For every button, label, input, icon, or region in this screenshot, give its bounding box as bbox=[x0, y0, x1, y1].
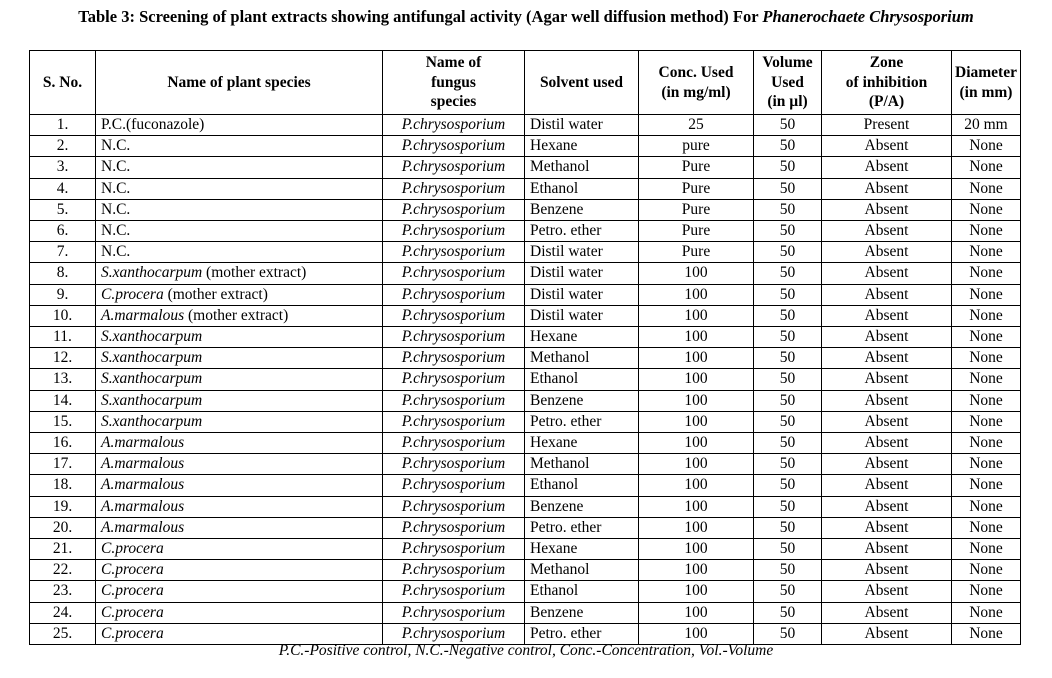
cell-fungus: P.chrysosporium bbox=[383, 454, 525, 475]
cell-diameter: None bbox=[952, 539, 1021, 560]
cell-sno: 8. bbox=[30, 263, 96, 284]
cell-sno: 21. bbox=[30, 539, 96, 560]
cell-volume: 50 bbox=[754, 623, 822, 644]
cell-solvent: Petro. ether bbox=[525, 411, 639, 432]
plant-name-italic: C.procera bbox=[101, 582, 164, 600]
cell-solvent: Ethanol bbox=[525, 581, 639, 602]
cell-zone: Absent bbox=[822, 602, 952, 623]
cell-sno: 15. bbox=[30, 411, 96, 432]
cell-diameter: None bbox=[952, 242, 1021, 263]
table-row bbox=[30, 433, 1021, 454]
cell-zone: Absent bbox=[822, 390, 952, 411]
cell-solvent: Hexane bbox=[525, 539, 639, 560]
plant-name-italic: A.marmalous bbox=[101, 455, 185, 473]
cell-plant bbox=[96, 284, 383, 305]
cell-conc: 100 bbox=[639, 475, 754, 496]
cell-plant bbox=[96, 411, 383, 432]
plant-name-suffix: (mother extract) bbox=[202, 264, 307, 282]
cell-fungus: P.chrysosporium bbox=[383, 136, 525, 157]
cell-diameter: 20 mm bbox=[952, 115, 1021, 136]
table-row bbox=[30, 475, 1021, 496]
cell-fungus: P.chrysosporium bbox=[383, 560, 525, 581]
plant-name-italic: A.marmalous bbox=[101, 434, 185, 452]
cell-volume: 50 bbox=[754, 433, 822, 454]
cell-volume: 50 bbox=[754, 178, 822, 199]
header-row bbox=[30, 51, 1021, 115]
cell-sno: 3. bbox=[30, 157, 96, 178]
plant-name-italic: C.procera bbox=[101, 603, 164, 621]
cell-solvent: Petro. ether bbox=[525, 517, 639, 538]
cell-conc: 100 bbox=[639, 560, 754, 581]
cell-fungus: P.chrysosporium bbox=[383, 581, 525, 602]
table-row bbox=[30, 602, 1021, 623]
plant-name-italic: S.xanthocarpum bbox=[101, 391, 203, 409]
cell-diameter: None bbox=[952, 157, 1021, 178]
cell-solvent: Distil water bbox=[525, 284, 639, 305]
plant-name-suffix: (mother extract) bbox=[163, 285, 268, 303]
cell-plant bbox=[96, 327, 383, 348]
cell-conc: 100 bbox=[639, 539, 754, 560]
cell-volume: 50 bbox=[754, 263, 822, 284]
cell-plant bbox=[96, 560, 383, 581]
header-volume: Volume Used (in µl) bbox=[754, 51, 822, 115]
cell-fungus: P.chrysosporium bbox=[383, 517, 525, 538]
cell-solvent: Distil water bbox=[525, 242, 639, 263]
cell-conc: Pure bbox=[639, 199, 754, 220]
cell-fungus: P.chrysosporium bbox=[383, 284, 525, 305]
cell-plant bbox=[96, 454, 383, 475]
cell-zone: Absent bbox=[822, 433, 952, 454]
cell-sno: 19. bbox=[30, 496, 96, 517]
cell-fungus: P.chrysosporium bbox=[383, 263, 525, 284]
cell-zone: Absent bbox=[822, 348, 952, 369]
cell-fungus: P.chrysosporium bbox=[383, 602, 525, 623]
cell-zone: Absent bbox=[822, 178, 952, 199]
cell-diameter: None bbox=[952, 560, 1021, 581]
plant-name-italic: C.procera bbox=[101, 561, 164, 579]
cell-sno: 6. bbox=[30, 221, 96, 242]
table-row bbox=[30, 178, 1021, 199]
plant-name-italic: A.marmalous bbox=[101, 497, 185, 515]
table-row bbox=[30, 581, 1021, 602]
cell-diameter: None bbox=[952, 390, 1021, 411]
title-text: Table 3: Screening of plant extracts showing antifungal activity (Agar well diffusion method) For bbox=[78, 7, 763, 26]
cell-diameter: None bbox=[952, 178, 1021, 199]
plant-name-italic: C.procera bbox=[101, 540, 164, 558]
cell-plant bbox=[96, 581, 383, 602]
cell-conc: Pure bbox=[639, 221, 754, 242]
cell-sno: 17. bbox=[30, 454, 96, 475]
table-row bbox=[30, 305, 1021, 326]
cell-volume: 50 bbox=[754, 454, 822, 475]
cell-solvent: Benzene bbox=[525, 390, 639, 411]
footnote: P.C.-Positive control, N.C.-Negative control, Conc.-Concentration, Vol.-Volume bbox=[278, 642, 774, 659]
cell-zone: Absent bbox=[822, 454, 952, 475]
plant-name-plain: N.C. bbox=[101, 222, 131, 240]
cell-volume: 50 bbox=[754, 242, 822, 263]
cell-solvent: Benzene bbox=[525, 199, 639, 220]
cell-volume: 50 bbox=[754, 305, 822, 326]
cell-plant bbox=[96, 263, 383, 284]
cell-solvent: Petro. ether bbox=[525, 221, 639, 242]
cell-fungus: P.chrysosporium bbox=[383, 496, 525, 517]
cell-sno: 18. bbox=[30, 475, 96, 496]
cell-diameter: None bbox=[952, 602, 1021, 623]
cell-conc: 100 bbox=[639, 411, 754, 432]
cell-fungus: P.chrysosporium bbox=[383, 539, 525, 560]
cell-solvent: Methanol bbox=[525, 157, 639, 178]
plant-name-plain: N.C. bbox=[101, 200, 131, 218]
cell-fungus: P.chrysosporium bbox=[383, 623, 525, 644]
cell-conc: 100 bbox=[639, 263, 754, 284]
cell-plant bbox=[96, 115, 383, 136]
table-row bbox=[30, 517, 1021, 538]
cell-sno: 23. bbox=[30, 581, 96, 602]
cell-plant bbox=[96, 348, 383, 369]
cell-sno: 20. bbox=[30, 517, 96, 538]
cell-diameter: None bbox=[952, 517, 1021, 538]
cell-fungus: P.chrysosporium bbox=[383, 433, 525, 454]
table-row bbox=[30, 327, 1021, 348]
plant-name-plain: N.C. bbox=[101, 243, 131, 261]
cell-plant bbox=[96, 390, 383, 411]
cell-volume: 50 bbox=[754, 560, 822, 581]
cell-solvent: Ethanol bbox=[525, 178, 639, 199]
cell-fungus: P.chrysosporium bbox=[383, 305, 525, 326]
cell-conc: 100 bbox=[639, 496, 754, 517]
cell-volume: 50 bbox=[754, 221, 822, 242]
cell-volume: 50 bbox=[754, 602, 822, 623]
cell-sno: 2. bbox=[30, 136, 96, 157]
cell-sno: 14. bbox=[30, 390, 96, 411]
plant-name-italic: S.xanthocarpum bbox=[101, 412, 203, 430]
table-row bbox=[30, 454, 1021, 475]
cell-sno: 7. bbox=[30, 242, 96, 263]
cell-diameter: None bbox=[952, 348, 1021, 369]
header-zone: Zone of inhibition (P/A) bbox=[822, 51, 952, 115]
plant-name-italic: A.marmalous bbox=[101, 306, 185, 324]
cell-solvent: Methanol bbox=[525, 560, 639, 581]
cell-sno: 10. bbox=[30, 305, 96, 326]
cell-plant bbox=[96, 539, 383, 560]
cell-fungus: P.chrysosporium bbox=[383, 157, 525, 178]
table-row bbox=[30, 157, 1021, 178]
cell-plant bbox=[96, 136, 383, 157]
plant-name-italic: C.procera bbox=[101, 285, 164, 303]
table-row bbox=[30, 390, 1021, 411]
header-solvent: Solvent used bbox=[525, 51, 639, 115]
table-row bbox=[30, 199, 1021, 220]
cell-volume: 50 bbox=[754, 157, 822, 178]
cell-conc: 100 bbox=[639, 602, 754, 623]
header-fungus: Name of fungus species bbox=[383, 51, 525, 115]
plant-name-suffix: (mother extract) bbox=[184, 306, 289, 324]
cell-plant bbox=[96, 517, 383, 538]
table-row bbox=[30, 263, 1021, 284]
cell-conc: 100 bbox=[639, 581, 754, 602]
plant-name-italic: A.marmalous bbox=[101, 518, 185, 536]
plant-name-italic: S.xanthocarpum bbox=[101, 349, 203, 367]
cell-zone: Absent bbox=[822, 475, 952, 496]
plant-name-italic: S.xanthocarpum bbox=[101, 370, 203, 388]
cell-conc: 100 bbox=[639, 390, 754, 411]
cell-zone: Absent bbox=[822, 623, 952, 644]
cell-volume: 50 bbox=[754, 199, 822, 220]
cell-conc: 100 bbox=[639, 284, 754, 305]
cell-zone: Absent bbox=[822, 517, 952, 538]
plant-name-plain: N.C. bbox=[101, 179, 131, 197]
cell-diameter: None bbox=[952, 475, 1021, 496]
plant-name-italic: S.xanthocarpum bbox=[101, 328, 203, 346]
cell-plant bbox=[96, 178, 383, 199]
cell-volume: 50 bbox=[754, 390, 822, 411]
cell-diameter: None bbox=[952, 263, 1021, 284]
table-row bbox=[30, 411, 1021, 432]
table-row bbox=[30, 496, 1021, 517]
cell-volume: 50 bbox=[754, 517, 822, 538]
cell-diameter: None bbox=[952, 284, 1021, 305]
cell-conc: 100 bbox=[639, 305, 754, 326]
cell-zone: Absent bbox=[822, 327, 952, 348]
cell-solvent: Hexane bbox=[525, 327, 639, 348]
plant-name-italic: C.procera bbox=[101, 624, 164, 642]
cell-fungus: P.chrysosporium bbox=[383, 348, 525, 369]
title-species: Phanerochaete Chrysosporium bbox=[762, 7, 974, 26]
cell-zone: Absent bbox=[822, 581, 952, 602]
table-row bbox=[30, 539, 1021, 560]
cell-fungus: P.chrysosporium bbox=[383, 178, 525, 199]
cell-zone: Present bbox=[822, 115, 952, 136]
cell-plant bbox=[96, 157, 383, 178]
cell-volume: 50 bbox=[754, 327, 822, 348]
plant-name-plain: N.C. bbox=[101, 137, 131, 155]
cell-zone: Absent bbox=[822, 284, 952, 305]
cell-sno: 24. bbox=[30, 602, 96, 623]
cell-fungus: P.chrysosporium bbox=[383, 475, 525, 496]
cell-conc: 100 bbox=[639, 623, 754, 644]
cell-plant bbox=[96, 602, 383, 623]
cell-diameter: None bbox=[952, 136, 1021, 157]
cell-conc: 100 bbox=[639, 369, 754, 390]
cell-zone: Absent bbox=[822, 199, 952, 220]
table-title bbox=[0, 7, 1052, 27]
cell-volume: 50 bbox=[754, 115, 822, 136]
cell-solvent: Ethanol bbox=[525, 369, 639, 390]
cell-solvent: Methanol bbox=[525, 348, 639, 369]
cell-conc: 100 bbox=[639, 433, 754, 454]
cell-plant bbox=[96, 305, 383, 326]
cell-volume: 50 bbox=[754, 475, 822, 496]
cell-volume: 50 bbox=[754, 369, 822, 390]
plant-name-plain: N.C. bbox=[101, 158, 131, 176]
cell-zone: Absent bbox=[822, 221, 952, 242]
cell-solvent: Petro. ether bbox=[525, 623, 639, 644]
cell-solvent: Distil water bbox=[525, 115, 639, 136]
cell-sno: 9. bbox=[30, 284, 96, 305]
cell-fungus: P.chrysosporium bbox=[383, 115, 525, 136]
cell-sno: 4. bbox=[30, 178, 96, 199]
plant-name-italic: S.xanthocarpum bbox=[101, 264, 203, 282]
cell-diameter: None bbox=[952, 496, 1021, 517]
header-diameter: Diameter (in mm) bbox=[952, 51, 1021, 115]
cell-zone: Absent bbox=[822, 242, 952, 263]
cell-volume: 50 bbox=[754, 496, 822, 517]
cell-plant bbox=[96, 433, 383, 454]
cell-zone: Absent bbox=[822, 305, 952, 326]
cell-zone: Absent bbox=[822, 263, 952, 284]
cell-solvent: Ethanol bbox=[525, 475, 639, 496]
cell-fungus: P.chrysosporium bbox=[383, 221, 525, 242]
table-row bbox=[30, 348, 1021, 369]
cell-sno: 11. bbox=[30, 327, 96, 348]
cell-diameter: None bbox=[952, 199, 1021, 220]
table-row bbox=[30, 221, 1021, 242]
cell-zone: Absent bbox=[822, 157, 952, 178]
cell-plant bbox=[96, 221, 383, 242]
cell-solvent: Distil water bbox=[525, 263, 639, 284]
cell-solvent: Hexane bbox=[525, 433, 639, 454]
table-row bbox=[30, 369, 1021, 390]
cell-solvent: Distil water bbox=[525, 305, 639, 326]
cell-solvent: Benzene bbox=[525, 602, 639, 623]
cell-sno: 1. bbox=[30, 115, 96, 136]
cell-sno: 13. bbox=[30, 369, 96, 390]
header-plant: Name of plant species bbox=[96, 51, 383, 115]
cell-plant bbox=[96, 199, 383, 220]
plant-name-plain: P.C.(fuconazole) bbox=[101, 116, 205, 133]
cell-fungus: P.chrysosporium bbox=[383, 242, 525, 263]
table-body bbox=[30, 115, 1021, 645]
cell-volume: 50 bbox=[754, 136, 822, 157]
cell-solvent: Benzene bbox=[525, 496, 639, 517]
cell-zone: Absent bbox=[822, 539, 952, 560]
cell-plant bbox=[96, 496, 383, 517]
cell-conc: Pure bbox=[639, 157, 754, 178]
plant-name-italic: A.marmalous bbox=[101, 476, 185, 494]
results-table bbox=[29, 50, 1021, 645]
cell-volume: 50 bbox=[754, 411, 822, 432]
cell-conc: Pure bbox=[639, 178, 754, 199]
cell-sno: 25. bbox=[30, 623, 96, 644]
cell-diameter: None bbox=[952, 581, 1021, 602]
cell-conc: 100 bbox=[639, 348, 754, 369]
cell-solvent: Methanol bbox=[525, 454, 639, 475]
cell-volume: 50 bbox=[754, 539, 822, 560]
cell-fungus: P.chrysosporium bbox=[383, 199, 525, 220]
cell-sno: 12. bbox=[30, 348, 96, 369]
cell-fungus: P.chrysosporium bbox=[383, 369, 525, 390]
cell-diameter: None bbox=[952, 454, 1021, 475]
cell-plant bbox=[96, 475, 383, 496]
cell-fungus: P.chrysosporium bbox=[383, 411, 525, 432]
cell-zone: Absent bbox=[822, 560, 952, 581]
header-conc: Conc. Used (in mg/ml) bbox=[639, 51, 754, 115]
cell-sno: 22. bbox=[30, 560, 96, 581]
cell-sno: 16. bbox=[30, 433, 96, 454]
cell-plant bbox=[96, 242, 383, 263]
cell-zone: Absent bbox=[822, 136, 952, 157]
cell-conc: 100 bbox=[639, 454, 754, 475]
cell-diameter: None bbox=[952, 327, 1021, 348]
header-sno: S. No. bbox=[30, 51, 96, 115]
cell-conc: 25 bbox=[639, 115, 754, 136]
cell-volume: 50 bbox=[754, 348, 822, 369]
table-row bbox=[30, 560, 1021, 581]
cell-diameter: None bbox=[952, 221, 1021, 242]
table-row bbox=[30, 242, 1021, 263]
table-row bbox=[30, 115, 1021, 136]
cell-fungus: P.chrysosporium bbox=[383, 390, 525, 411]
cell-diameter: None bbox=[952, 623, 1021, 644]
cell-conc: 100 bbox=[639, 517, 754, 538]
cell-diameter: None bbox=[952, 433, 1021, 454]
cell-conc: pure bbox=[639, 136, 754, 157]
table-row bbox=[30, 284, 1021, 305]
cell-volume: 50 bbox=[754, 581, 822, 602]
table-row bbox=[30, 136, 1021, 157]
cell-zone: Absent bbox=[822, 369, 952, 390]
cell-zone: Absent bbox=[822, 496, 952, 517]
cell-sno: 5. bbox=[30, 199, 96, 220]
cell-diameter: None bbox=[952, 411, 1021, 432]
cell-plant bbox=[96, 369, 383, 390]
cell-zone: Absent bbox=[822, 411, 952, 432]
cell-volume: 50 bbox=[754, 284, 822, 305]
cell-fungus: P.chrysosporium bbox=[383, 327, 525, 348]
cell-conc: 100 bbox=[639, 327, 754, 348]
cell-solvent: Hexane bbox=[525, 136, 639, 157]
cell-conc: Pure bbox=[639, 242, 754, 263]
cell-diameter: None bbox=[952, 369, 1021, 390]
cell-diameter: None bbox=[952, 305, 1021, 326]
